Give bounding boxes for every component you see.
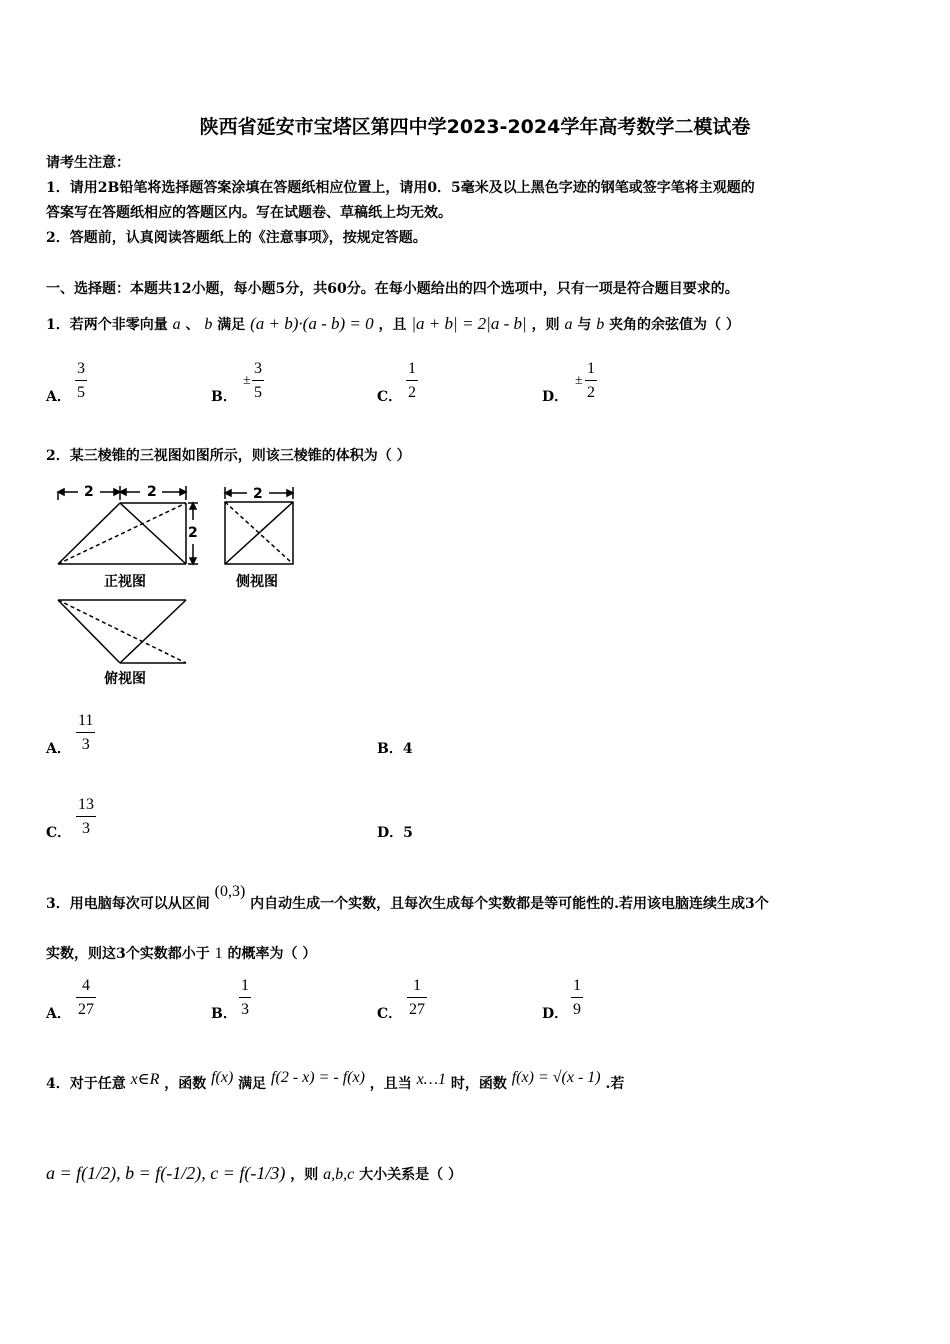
q3-option-d-num: 1 — [573, 977, 581, 994]
front-width-1: 2 — [84, 484, 94, 500]
page-title: 陕西省延安市宝塔区第四中学2023-2024学年高考数学二模试卷 — [199, 116, 751, 138]
q3-option-c-den: 27 — [409, 1001, 425, 1018]
q1-option-a-num: 3 — [77, 360, 85, 377]
q3-option-d-den: 9 — [573, 1001, 581, 1018]
q4-text-2: ，函数 — [164, 1076, 207, 1092]
notice-line-2: 2．答题前，认真阅读答题纸上的《注意事项》，按规定答题。 — [46, 230, 427, 246]
question-3-line-1 — [46, 883, 769, 913]
question-2: 2．某三棱锥的三视图如图所示，则该三棱锥的体积为（ ） — [46, 448, 411, 464]
q4-abc: a,b,c — [323, 1166, 355, 1183]
q2-option-a-den: 3 — [81, 736, 90, 753]
q4-equation: f(2 - x) = - f(x) — [271, 1069, 365, 1086]
q3-text-1: 3．用电脑每次可以从区间 — [46, 896, 210, 912]
q1-option-c-den: 2 — [408, 384, 416, 401]
q1-text-6: 夹角的余弦值为（ ） — [609, 317, 740, 333]
side-view-label: 侧视图 — [236, 574, 278, 590]
q1-option-c-fraction — [406, 360, 418, 402]
q1-text-2: 满足 — [217, 317, 246, 333]
q4-text-4: ，且当 — [369, 1076, 412, 1092]
q1-option-c-num: 1 — [408, 360, 416, 377]
q3-option-b-label: B． — [211, 1006, 237, 1022]
q2-option-b-label: B． — [377, 741, 403, 757]
q2-option-d-value: 5 — [403, 825, 413, 841]
three-view-figure — [44, 478, 314, 693]
q1-option-c-label: C． — [377, 389, 403, 405]
q2-option-d-label: D． — [377, 825, 404, 841]
q2-option-a-label: A． — [46, 741, 71, 757]
q3-text-3: 实数，则这3个实数都小于 — [46, 946, 210, 962]
q1-option-b-sign: ± — [243, 373, 251, 388]
q2-option-c-num: 13 — [78, 796, 94, 813]
q1-vector-a: a — [172, 316, 181, 333]
q3-option-b-fraction — [239, 977, 251, 1019]
q2-option-a-fraction — [76, 712, 95, 754]
q4-text-1: 4．对于任意 — [46, 1076, 126, 1092]
q1-vector-a-2: a — [564, 316, 573, 333]
q4-abc-definitions: a = f(1/2), b = f(-1/2), c = f(-1/3) — [46, 1163, 286, 1183]
q1-option-b-num: 3 — [254, 360, 262, 377]
q1-condition-1: (a + b)·(a - b) = 0 — [250, 314, 374, 333]
q4-fx: f(x) — [211, 1069, 234, 1086]
q1-condition-2: |a + b| = 2|a - b| — [411, 314, 527, 333]
q2-option-b — [377, 738, 413, 758]
q3-one: 1 — [214, 945, 223, 962]
q1-option-d-fraction — [585, 360, 597, 402]
q1-option-d-sign: ± — [575, 373, 583, 388]
q1-option-a-den: 5 — [77, 384, 85, 401]
front-width-2: 2 — [147, 484, 157, 500]
q2-option-a-num: 11 — [78, 712, 94, 729]
q3-text-2: 内自动生成一个实数，且每次生成每个实数都是等可能性的.若用该电脑连续生成3个 — [250, 896, 769, 912]
q3-option-b-den: 3 — [241, 1001, 249, 1018]
q4-text-5: 时，函数 — [450, 1076, 507, 1092]
q1-option-d-den: 2 — [587, 384, 595, 401]
q3-option-d-fraction — [571, 977, 583, 1019]
front-view-label: 正视图 — [104, 574, 146, 590]
q1-option-b-fraction — [252, 360, 264, 402]
q4-text-3: 满足 — [238, 1076, 267, 1092]
notice-line-1b: 答案写在答题纸相应的答题区内。写在试题卷、草稿纸上均无效。 — [46, 205, 452, 221]
q1-option-b-label: B． — [211, 389, 237, 405]
front-height: 2 — [188, 525, 198, 541]
q4-text-8: 大小关系是（ ） — [359, 1167, 462, 1183]
q3-option-c-label: C． — [377, 1006, 403, 1022]
q1-option-d-label: D． — [542, 389, 569, 405]
q1-option-a-label: A． — [46, 389, 71, 405]
q3-option-a-den: 27 — [78, 1001, 94, 1018]
question-3-line-2 — [46, 943, 316, 963]
q3-option-a-label: A． — [46, 1006, 71, 1022]
q1-vector-b: b — [204, 316, 213, 333]
notice-heading: 请考生注意： — [46, 155, 130, 171]
q3-interval: (0,3) — [214, 883, 246, 900]
q3-option-c-fraction — [407, 977, 427, 1019]
q3-option-a-fraction — [76, 977, 96, 1019]
notice-line-1a: 1．请用2B铅笔将选择题答案涂填在答题纸相应位置上，请用0．5毫米及以上黑色字迹的钢笔或签字笔将主观题的 — [46, 180, 755, 196]
q1-text-4: ，则 — [531, 317, 560, 333]
q1-vector-b-2: b — [596, 316, 605, 333]
q1-sep: 、 — [185, 317, 200, 333]
q4-x-in-r: x∈R — [130, 1071, 160, 1088]
question-4-line-1 — [46, 1069, 625, 1093]
q2-option-d — [377, 822, 413, 842]
q3-option-c-num: 1 — [413, 977, 421, 994]
q2-option-b-value: 4 — [402, 741, 413, 757]
q1-text-5: 与 — [577, 317, 592, 333]
side-width: 2 — [253, 486, 263, 502]
q4-condition: x…1 — [416, 1071, 446, 1088]
q2-option-c-label: C． — [46, 825, 72, 841]
q3-option-a-num: 4 — [82, 977, 90, 994]
q1-option-b-den: 5 — [254, 384, 262, 401]
q3-option-d-label: D． — [542, 1006, 569, 1022]
q4-text-6: .若 — [605, 1076, 625, 1092]
q4-function-def: f(x) = √(x - 1) — [511, 1069, 601, 1086]
question-1 — [46, 314, 740, 334]
question-4-line-2 — [46, 1163, 462, 1184]
top-view — [58, 600, 186, 663]
front-view — [58, 486, 198, 564]
section-1-heading: 一、选择题：本题共12小题，每小题5分，共60分。在每小题给出的四个选项中，只有一项是符合题目要求的。 — [46, 281, 739, 297]
q1-option-d-num: 1 — [587, 360, 595, 377]
q2-option-c-den: 3 — [82, 820, 90, 837]
q1-text-1: 1．若两个非零向量 — [46, 317, 168, 333]
q3-option-b-num: 1 — [241, 977, 249, 994]
q2-option-c-fraction — [76, 796, 96, 838]
q1-option-a-fraction — [75, 360, 87, 402]
q3-text-4: 的概率为（ ） — [227, 946, 317, 962]
q4-text-7: ，则 — [290, 1167, 319, 1183]
q1-text-3: ，且 — [378, 317, 407, 333]
top-view-label: 俯视图 — [104, 671, 146, 687]
